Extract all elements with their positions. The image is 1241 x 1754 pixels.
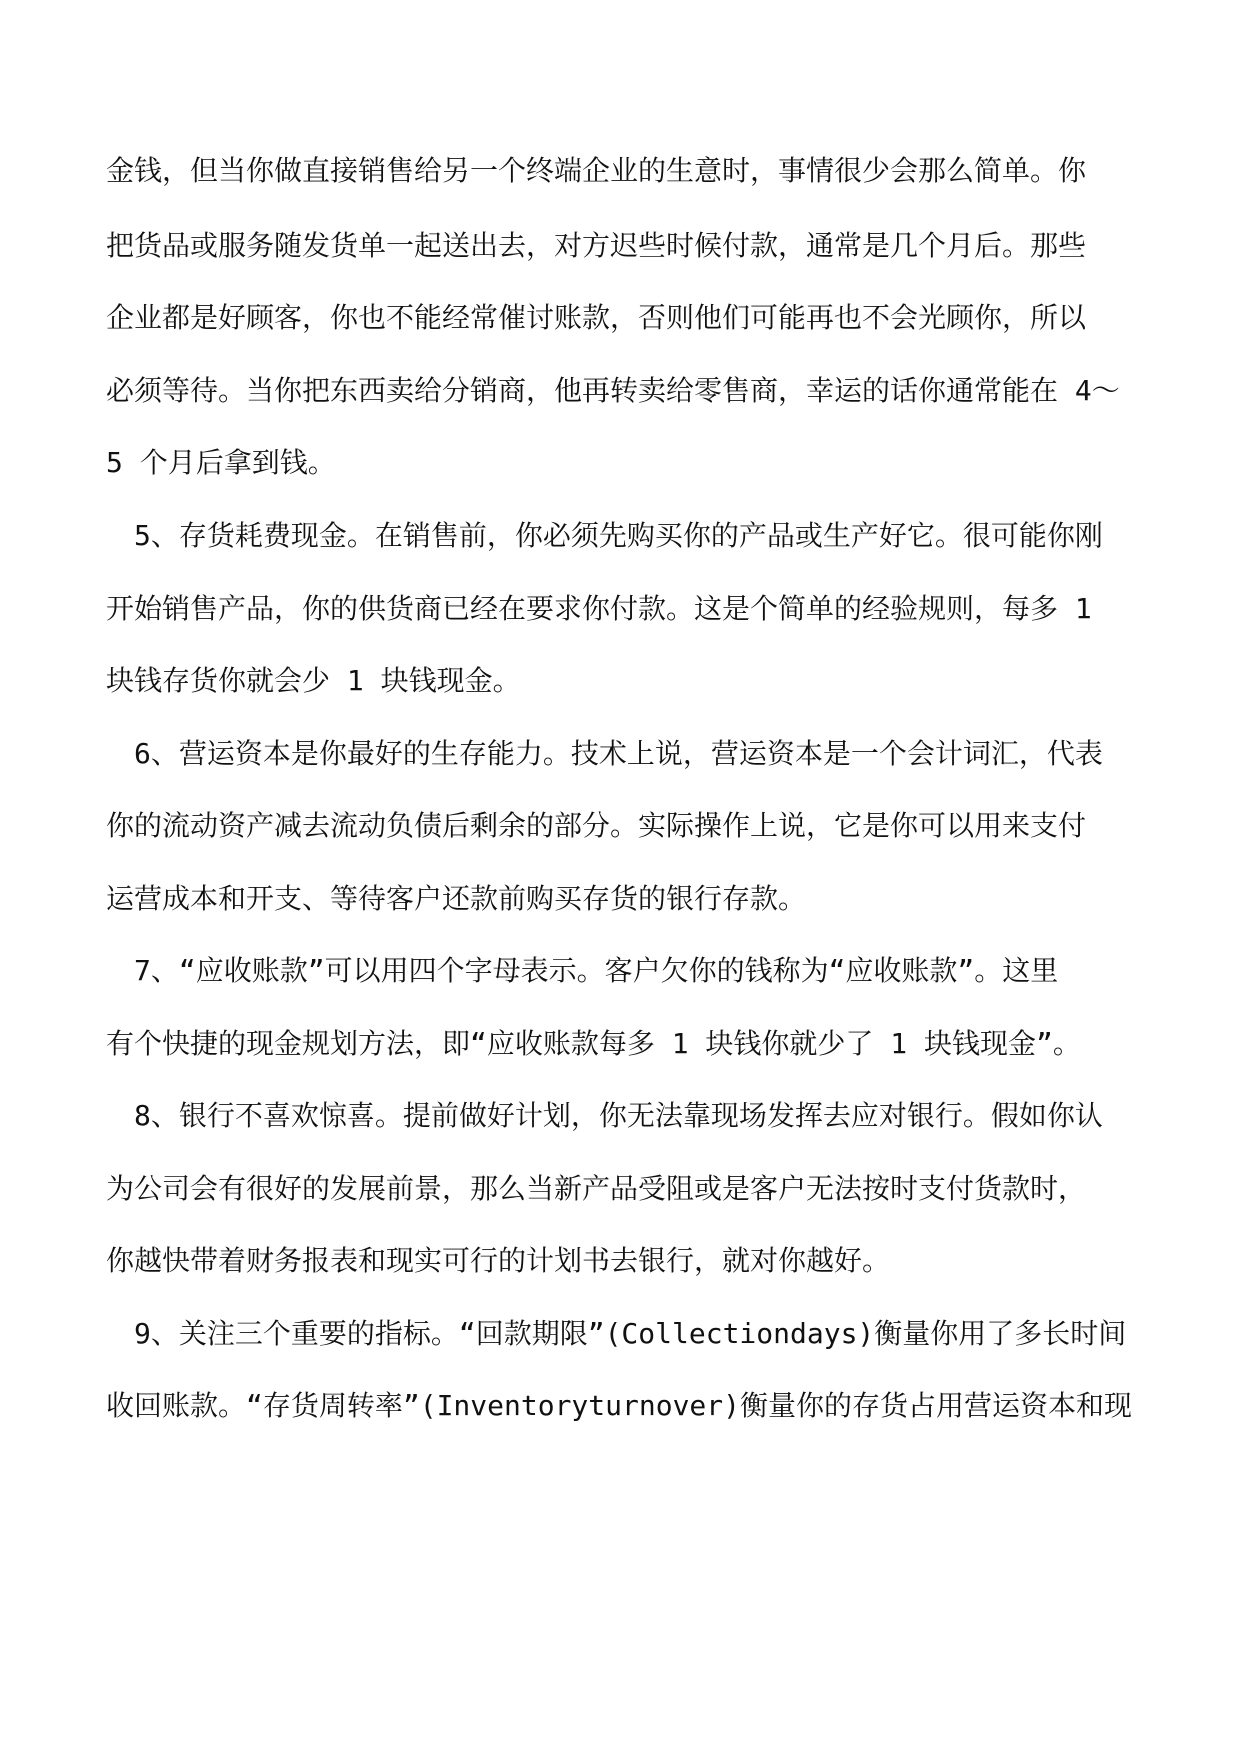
text-line: 收回账款。“存货周转率”(Inventoryturnover)衡量你的存货占用营运资本和现 [106, 1389, 1133, 1422]
text-line: 把货品或服务随发货单一起送出去，对方迟些时候付款，通常是几个月后。那些 [106, 229, 1087, 262]
paragraph-8-first-line: 8、银行不喜欢惊喜。提前做好计划，你无法靠现场发挥去应对银行。假如你认 [134, 1099, 1103, 1132]
text-line: 你的流动资产减去流动负债后剩余的部分。实际操作上说，它是你可以用来支付 [106, 809, 1087, 842]
text-line: 5 个月后拿到钱。 [106, 446, 336, 479]
paragraph-7-first-line: 7、“应收账款”可以用四个字母表示。客户欠你的钱称为“应收账款”。这里 [134, 954, 1059, 987]
paragraph-5-first-line: 5、存货耗费现金。在销售前，你必须先购买你的产品或生产好它。很可能你刚 [134, 519, 1103, 552]
text-line: 块钱存货你就会少 1 块钱现金。 [106, 664, 521, 697]
text-line: 企业都是好顾客，你也不能经常催讨账款，否则他们可能再也不会光顾你，所以 [106, 301, 1087, 334]
paragraph-6-first-line: 6、营运资本是你最好的生存能力。技术上说，营运资本是一个会计词汇，代表 [134, 737, 1103, 770]
text-line: 有个快捷的现金规划方法，即“应收账款每多 1 块钱你就少了 1 块钱现金”。 [106, 1027, 1081, 1060]
text-line: 为公司会有很好的发展前景，那么当新产品受阻或是客户无法按时支付货款时， [106, 1172, 1087, 1205]
text-line: 必须等待。当你把东西卖给分销商，他再转卖给零售商，幸运的话你通常能在 4～ [106, 374, 1120, 407]
text-line: 开始销售产品，你的供货商已经在要求你付款。这是个简单的经验规则，每多 1 [106, 592, 1092, 625]
text-line: 运营成本和开支、等待客户还款前购买存货的银行存款。 [106, 882, 807, 915]
text-line: 你越快带着财务报表和现实可行的计划书去银行，就对你越好。 [106, 1244, 891, 1277]
paragraph-9-first-line: 9、关注三个重要的指标。“回款期限”(Collectiondays)衡量你用了多长时间 [134, 1317, 1127, 1350]
text-line: 金钱，但当你做直接销售给另一个终端企业的生意时，事情很少会那么简单。你 [106, 154, 1087, 187]
